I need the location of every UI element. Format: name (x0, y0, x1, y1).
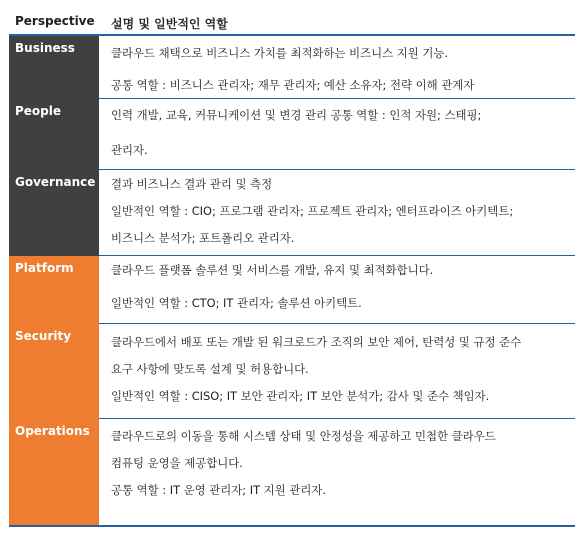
desc-line: 비즈니스 분석가; 포트폴리오 관리자. (111, 231, 295, 245)
desc-line: 클라우드 플랫폼 솔루션 및 서비스를 개발, 유지 및 최적화합니다. (111, 263, 434, 277)
row-operations (9, 419, 575, 525)
desc-line: 요구 사항에 맞도록 설계 및 허용합니다. (111, 362, 309, 376)
perspective-table (9, 8, 575, 525)
row-people (9, 99, 575, 170)
row-label-security: Security (9, 324, 99, 419)
row-desc-platform (99, 256, 575, 324)
desc-line: 일반적인 역할 : CISO; IT 보안 관리자; IT 보안 분석가; 감사 및 준수 책임자. (111, 389, 490, 403)
desc-line: 일반적인 역할 : CIO; 프로그램 관리자; 프로젝트 관리자; 엔터프라이즈 아키텍트; (111, 204, 514, 218)
row-business (9, 36, 575, 99)
row-label-people: People (9, 99, 99, 170)
desc-line: 관리자. (111, 143, 148, 157)
row-governance (9, 170, 575, 256)
desc-line: 공통 역할 : 비즈니스 관리자; 재무 관리자; 예산 소유자; 전략 이해 관계자 (111, 78, 475, 92)
row-label-governance: Governance (9, 170, 99, 256)
row-security (9, 324, 575, 419)
row-desc-operations (99, 419, 575, 525)
table-header (9, 8, 575, 36)
row-desc-people (99, 99, 575, 170)
desc-line: 일반적인 역할 : CTO; IT 관리자; 솔루션 아키텍트. (111, 296, 362, 310)
header-description: 설명 및 일반적인 역할 (111, 17, 228, 31)
row-platform (9, 256, 575, 324)
row-label-business: Business (9, 36, 99, 99)
row-desc-business (99, 36, 575, 99)
row-label-platform: Platform (9, 256, 99, 324)
desc-line: 공통 역할 : IT 운영 관리자; IT 지원 관리자. (111, 483, 326, 497)
header-perspective: Perspective (15, 14, 95, 28)
row-label-operations: Operations (9, 419, 99, 525)
row-desc-security (99, 324, 575, 419)
desc-line: 클라우드에서 배포 또는 개발 된 워크로드가 조직의 보안 제어, 탄력성 및 규정 준수 (111, 335, 522, 349)
desc-line: 클라우드로의 이동을 통해 시스템 상태 및 안정성을 제공하고 민첩한 클라우드 (111, 429, 496, 443)
desc-line: 클라우드 채택으로 비즈니스 가치를 최적화하는 비즈니스 지원 기능. (111, 46, 449, 60)
desc-line: 컴퓨팅 운영을 제공합니다. (111, 456, 243, 470)
desc-line: 인력 개발, 교육, 커뮤니케이션 및 변경 관리 공통 역할 : 인적 자원; 스태핑; (111, 108, 482, 122)
desc-line: 결과 비즈니스 결과 관리 및 측정 (111, 177, 273, 191)
row-desc-governance (99, 170, 575, 256)
table-bottom-border (9, 525, 575, 527)
